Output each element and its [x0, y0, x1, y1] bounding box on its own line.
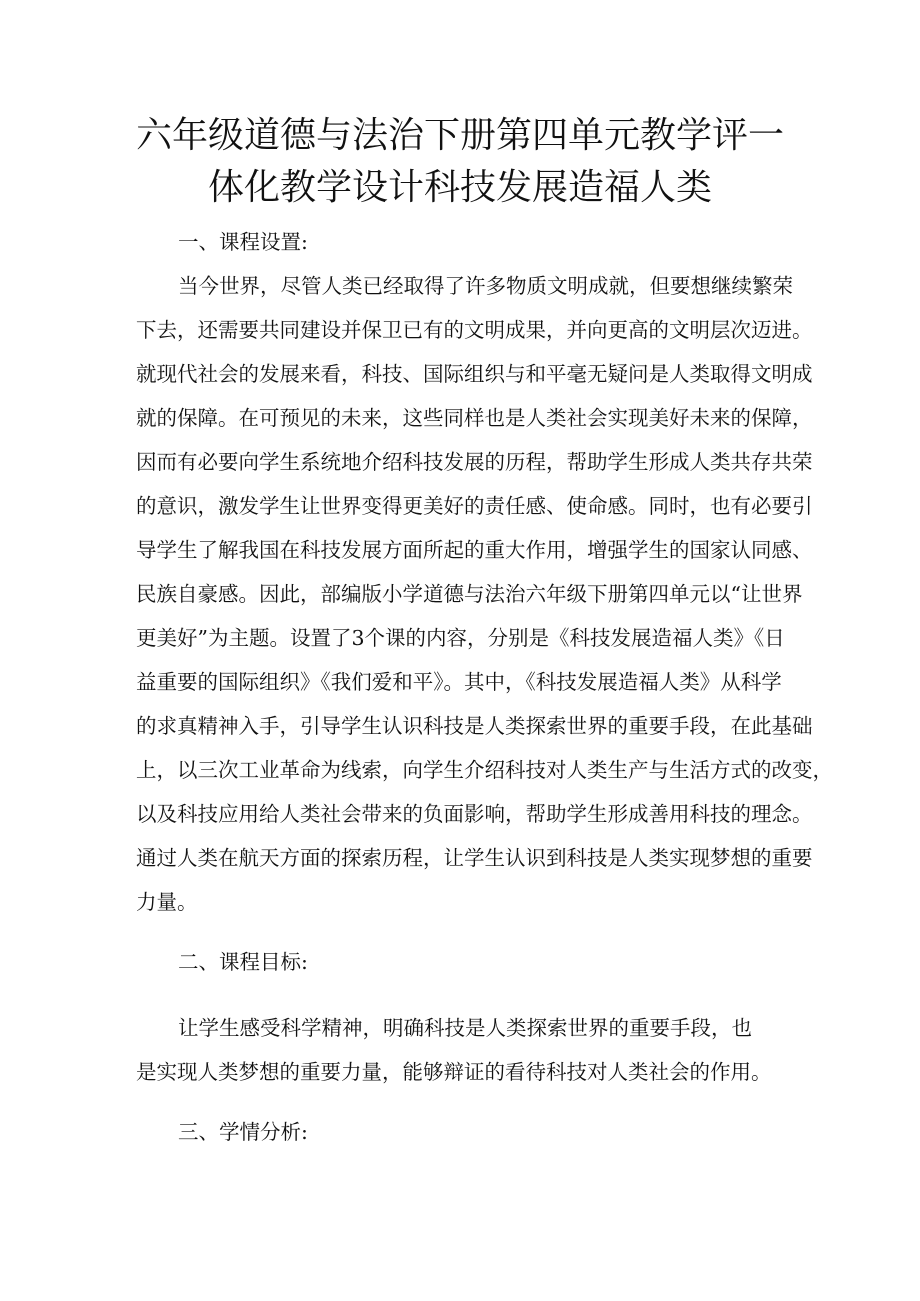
paragraph-line: 民族自豪感。因此，部编版小学道德与法治六年级下册第四单元以“让世界 [136, 582, 803, 606]
paragraph-line: 就现代社会的发展来看，科技、国际组织与和平毫无疑问是人类取得文明成 [136, 362, 813, 386]
paragraph-line: 更美好”为主题。设置了3个课的内容，分别是《科技发展造福人类》《日 [136, 626, 785, 650]
paragraph-line: 益重要的国际组织》《我们爱和平》。其中，《科技发展造福人类》从科学 [136, 670, 782, 694]
paragraph-line: 当今世界，尽管人类已经取得了许多物质文明成就，但要想继续繁荣 [178, 274, 793, 298]
section-heading-course-setting: 一、课程设置: [178, 230, 308, 254]
paragraph-line: 力量。 [136, 890, 198, 914]
paragraph-line: 是实现人类梦想的重要力量，能够辩证的看待科技对人类社会的作用。 [136, 1060, 772, 1084]
paragraph-line: 就的保障。在可预见的未来，这些同样也是人类社会实现美好未来的保障， [136, 406, 813, 430]
paragraph-line: 因而有必要向学生系统地介绍科技发展的历程，帮助学生形成人类共存共荣 [136, 450, 813, 474]
paragraph-line: 的意识，激发学生让世界变得更美好的责任感、使命感。同时，也有必要引 [136, 494, 813, 518]
document-title-line-1: 六年级道德与法治下册第四单元教学评一 [135, 115, 784, 156]
paragraph-line: 导学生了解我国在科技发展方面所起的重大作用，增强学生的国家认同感、 [136, 538, 813, 562]
paragraph-line: 通过人类在航天方面的探索历程，让学生认识到科技是人类实现梦想的重要 [136, 846, 813, 870]
paragraph-line: 让学生感受科学精神，明确科技是人类探索世界的重要手段，也 [178, 1016, 752, 1040]
paragraph-line: 下去，还需要共同建设并保卫已有的文明成果，并向更高的文明层次迈进。 [136, 318, 813, 342]
paragraph-line: 以及科技应用给人类社会带来的负面影响，帮助学生形成善用科技的理念。 [136, 802, 813, 826]
section-heading-course-goals: 二、课程目标: [178, 950, 308, 974]
paragraph-line: 上，以三次工业革命为线索，向学生介绍科技对人类生产与生活方式的改变， [136, 758, 833, 782]
section-heading-learning-analysis: 三、学情分析: [178, 1120, 308, 1144]
paragraph-line: 的求真精神入手，引导学生认识科技是人类探索世界的重要手段，在此基础 [136, 714, 813, 738]
document-title-line-2: 体化教学设计科技发展造福人类 [207, 167, 712, 208]
